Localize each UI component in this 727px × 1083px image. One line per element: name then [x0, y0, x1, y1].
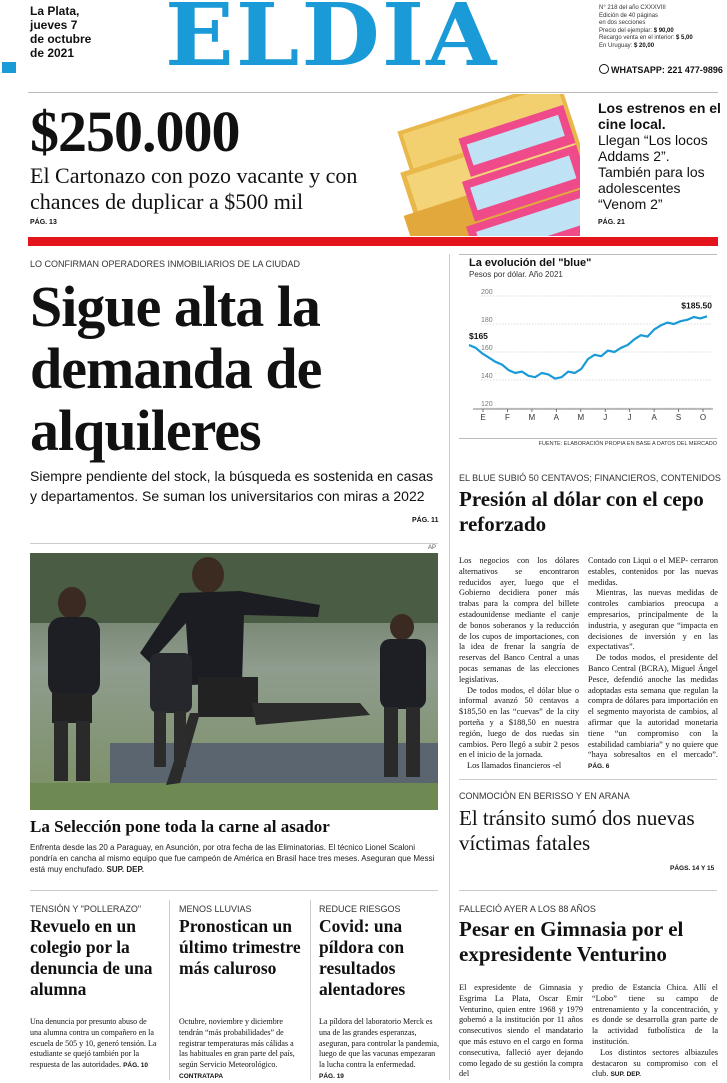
chart-y-tick-label: 140 — [481, 373, 493, 380]
whatsapp-contact[interactable] — [599, 64, 724, 75]
paragraph-text: De todos modos, el presidente del Banco Central (BCRA), Miguel Ángel Pesce, defendió anoche las medidas adoptadas esta semana que regulan la compra de dólares para importación en el segmento mayorista de cambios, al afirmar que la autoridad monetaria tiene “un compromiso con la estabilidad cambiaria” y no quiere que “haya sobresaltos en el mercado”. — [588, 653, 718, 760]
bottom-story-1-text — [30, 1017, 160, 1072]
paragraph: Los negocios con los dólares alternativos se encontraron reducidos ayer, luego que el Gobierno decidiera poner más trabas para la compra del billete estadounidense mediante el canje de bonos soberanos y la reducción de los cupos de importaciones, con la idea de frenar la sangría de reservas del Banco Central a unas pocas semanas de las elecciones legislativas. — [459, 556, 579, 684]
chart-x-tick-label: M — [528, 413, 536, 422]
masthead-date-line3: de 2021 — [30, 46, 75, 60]
price-label: Precio del ejemplar: — [599, 27, 653, 34]
gimnasia-column-1 — [459, 983, 583, 1080]
dolar-page: PÁG. 6 — [588, 763, 610, 771]
column-divider — [169, 900, 170, 1080]
lead-kicker: LO CONFIRMAN OPERADORES INMOBILIARIOS DE LA CIUDAD — [30, 259, 301, 269]
bottom-story-3-headline[interactable]: Covid: una píldora con resultados alentadores — [319, 916, 406, 999]
gimnasia-headline[interactable]: Pesar en Gimnasia por el expresidente Venturino — [459, 917, 684, 966]
side-promo-head: Los estrenos en el cine local. — [598, 100, 721, 132]
uruguay-value: $ 20,00 — [634, 42, 655, 49]
side-promo[interactable] — [598, 100, 722, 212]
chart-x-tick-label: A — [553, 413, 560, 422]
edition-info — [599, 5, 724, 50]
transito-headline[interactable]: El tránsito sumó dos nuevas víctimas fatales — [459, 806, 695, 855]
paragraph-text: Los distintos sectores albiazules destacaron su compromiso con el club. — [592, 1047, 718, 1079]
divider — [28, 92, 718, 93]
story-page: PÁG. 19 — [319, 1072, 344, 1080]
caption-text: Enfrenta desde las 20 a Paraguay, en Asunción, por otra fecha de las Eliminatorias. El técnico Lionel Scaloni pondría en cancha al mismo equipo que fue campeón de América en Brasil hace tres meses. Aseguran que Messi está muy enchufado. — [30, 843, 435, 874]
newspaper-logo[interactable]: ELDIA — [165, 0, 499, 86]
soccer-training-photo[interactable] — [30, 553, 438, 810]
edition-line: Edición de 40 páginas — [599, 12, 659, 19]
chart-y-tick-label: 120 — [481, 401, 493, 408]
paragraph: Mientras, las nuevas medidas de controles cambiarios preocupa a empresarios, principalmente de la industria, y aseguran que “impacta en decisiones de inversión y en las expectativas”. — [588, 588, 718, 652]
dolar-column-1 — [459, 556, 579, 772]
dolar-kicker: EL BLUE SUBIÓ 50 CENTAVOS; FINANCIEROS, CONTENIDOS — [459, 473, 721, 483]
masthead-date — [30, 4, 150, 60]
price-value: $ 90,00 — [653, 27, 674, 34]
chart-subtitle: Pesos por dólar. Año 2021 — [469, 270, 563, 279]
masthead-square — [2, 62, 16, 73]
paragraph: Los llamados financieros -el — [467, 761, 562, 771]
cartonazo-image[interactable] — [382, 94, 580, 236]
photo-story-headline[interactable]: La Selección pone toda la carne al asador — [30, 817, 330, 836]
bottom-story-2-headline[interactable]: Pronostican un último trimestre más caluroso — [179, 916, 301, 978]
chart-x-tick-label: E — [480, 413, 486, 422]
transito-page: PÁGS. 14 Y 15 — [670, 865, 715, 872]
chart-x-tick-label: A — [651, 413, 657, 422]
paragraph: Contado con Liqui o el MEP- cerraron estables, contenidos por las nuevas medidas. — [588, 556, 718, 587]
masthead-date-line1: jueves 7 — [30, 18, 78, 32]
caption-section: SUP. DEP. — [106, 865, 145, 874]
side-promo-text: Llegan “Los locos Addams 2”. También para los adolescentes “Venom 2” — [598, 132, 708, 212]
paragraph: De todos modos, el dólar blue o informal avanzó 50 centavos a $185,50 en las “cuevas” de la city porteña y a $188,50 en nuestra región, luego de dos ruedas sin cambios. Pero llegó a subir 2 pesos en el inicio de la jornada. — [459, 685, 579, 760]
bottom-story-3-text — [319, 1017, 439, 1083]
chart-y-tick-label: 180 — [481, 317, 493, 324]
paragraph: predio de Estancia Chica. Allí el “Lobo” tiene su campo de entrenamiento y la concentración, y es donde se desarrolla gran parte de la actividad futbolística de la institución. — [592, 983, 718, 1046]
divider — [30, 890, 438, 891]
gimnasia-column-2 — [592, 983, 718, 1081]
bottom-story-1-kicker: TENSIÓN Y "POLLERAZO" — [30, 904, 142, 914]
edition-line: en dos secciones — [599, 20, 646, 26]
story-text: Octubre, noviembre y diciembre tendrán “más probabilidades” de registrar temperaturas más cálidas a las habituales en gran parte del país, según Servicio Meteorológico. — [179, 1017, 295, 1070]
chart-x-tick-label: J — [603, 413, 608, 422]
bottom-story-2-kicker: MENOS LLUVIAS — [179, 904, 252, 914]
dolar-headline[interactable]: Presión al dólar con el cepo reforzado — [459, 487, 704, 536]
uruguay-label: En Uruguay: — [599, 42, 633, 49]
chart-x-tick-label: O — [699, 413, 707, 422]
bottom-story-3-kicker: REDUCE RIESGOS — [319, 904, 401, 914]
surcharge-label: Recargo venta en el interior: — [599, 35, 675, 41]
surcharge-value: $ 5,00 — [676, 35, 693, 41]
paragraph — [588, 653, 718, 773]
chart-x-tick-label: S — [675, 413, 682, 422]
divider — [459, 779, 717, 780]
gimnasia-section: SUP. DEP. — [610, 1071, 641, 1079]
paragraph: El expresidente de Gimnasia y Esgrima La Plata, Oscar Emir Venturino, quien entre 1968 y 1979 gobernó a la institución por 11 años consecutivos siendo el mandatario que más estuvo en el cargo en forma consecutiva, falleció ayer dejando como legado de su gestión la compra del — [459, 983, 583, 1079]
blue-dollar-chart — [459, 282, 717, 424]
gimnasia-kicker: FALLECIÓ AYER A LOS 88 AÑOS — [459, 904, 596, 914]
chart-end-label: $185.50 — [681, 300, 712, 311]
paragraph — [592, 1048, 718, 1081]
column-divider — [449, 254, 450, 1080]
divider — [459, 890, 717, 891]
divider — [459, 254, 717, 255]
promo-amount[interactable]: $250.000 — [30, 99, 240, 164]
story-text: Una denuncia por presunto abuso de una alumna contra un compañero en la escuela de 505 y 10, generó tensión. La estudiante se quejó también por la respuesta de las autoridades. — [30, 1017, 157, 1070]
chart-x-tick-label: F — [504, 413, 510, 422]
transito-kicker: CONMOCIÓN EN BERISSO Y EN ARANA — [459, 791, 630, 801]
photo-story-caption — [30, 842, 440, 875]
chart-series-line — [469, 316, 707, 378]
chart-y-tick-label: 160 — [481, 345, 493, 352]
lead-headline[interactable]: Sigue alta la demanda de alquileres — [30, 274, 322, 463]
whatsapp-number: WHATSAPP: 221 477-9896 — [611, 65, 723, 75]
lead-deck: Siempre pendiente del stock, la búsqueda es sostenida en casas y departamentos. Se suman los universitarios con miras a 2022 — [30, 468, 434, 504]
promo-text[interactable]: El Cartonazo con pozo vacante y con chances de duplicar a $500 mil — [30, 163, 358, 214]
story-page: CONTRATAPA — [179, 1072, 224, 1080]
promo-page: PÁG. 13 — [30, 219, 57, 226]
chart-y-tick-label: 200 — [481, 289, 493, 296]
chart-start-label: $165 — [469, 331, 488, 341]
story-text: La píldora del laboratorio Merck es una de las grandes esperanzas, aseguran, para controlar la pandemia, luego de que las vacunas empezaran la lucha contra la enfermedad. — [319, 1017, 439, 1070]
bottom-story-2-text — [179, 1017, 303, 1083]
whatsapp-icon — [599, 64, 609, 74]
divider — [459, 438, 717, 439]
edition-line: N° 218 del año CXXXVIII — [599, 5, 666, 11]
column-divider — [310, 900, 311, 1080]
chart-x-tick-label: M — [577, 413, 585, 422]
masthead-city: La Plata, — [30, 4, 80, 18]
chart-source: FUENTE: ELABORACIÓN PROPIA EN BASE A DATOS DEL MERCADO — [538, 441, 717, 447]
side-promo-page: PÁG. 21 — [598, 219, 625, 226]
photo-credit: AP — [428, 545, 437, 551]
masthead-date-line2: de octubre — [30, 32, 92, 46]
divider — [30, 543, 438, 544]
lead-page: PÁG. 11 — [412, 517, 439, 524]
red-divider-bar — [28, 237, 718, 246]
story-page: PÁG. 10 — [123, 1062, 149, 1070]
dolar-column-2 — [588, 556, 718, 773]
chart-title: La evolución del "blue" — [469, 257, 592, 269]
bottom-story-1-headline[interactable]: Revuelo en un colegio por la denuncia de una alumna — [30, 916, 153, 999]
chart-x-tick-label: J — [627, 413, 632, 422]
